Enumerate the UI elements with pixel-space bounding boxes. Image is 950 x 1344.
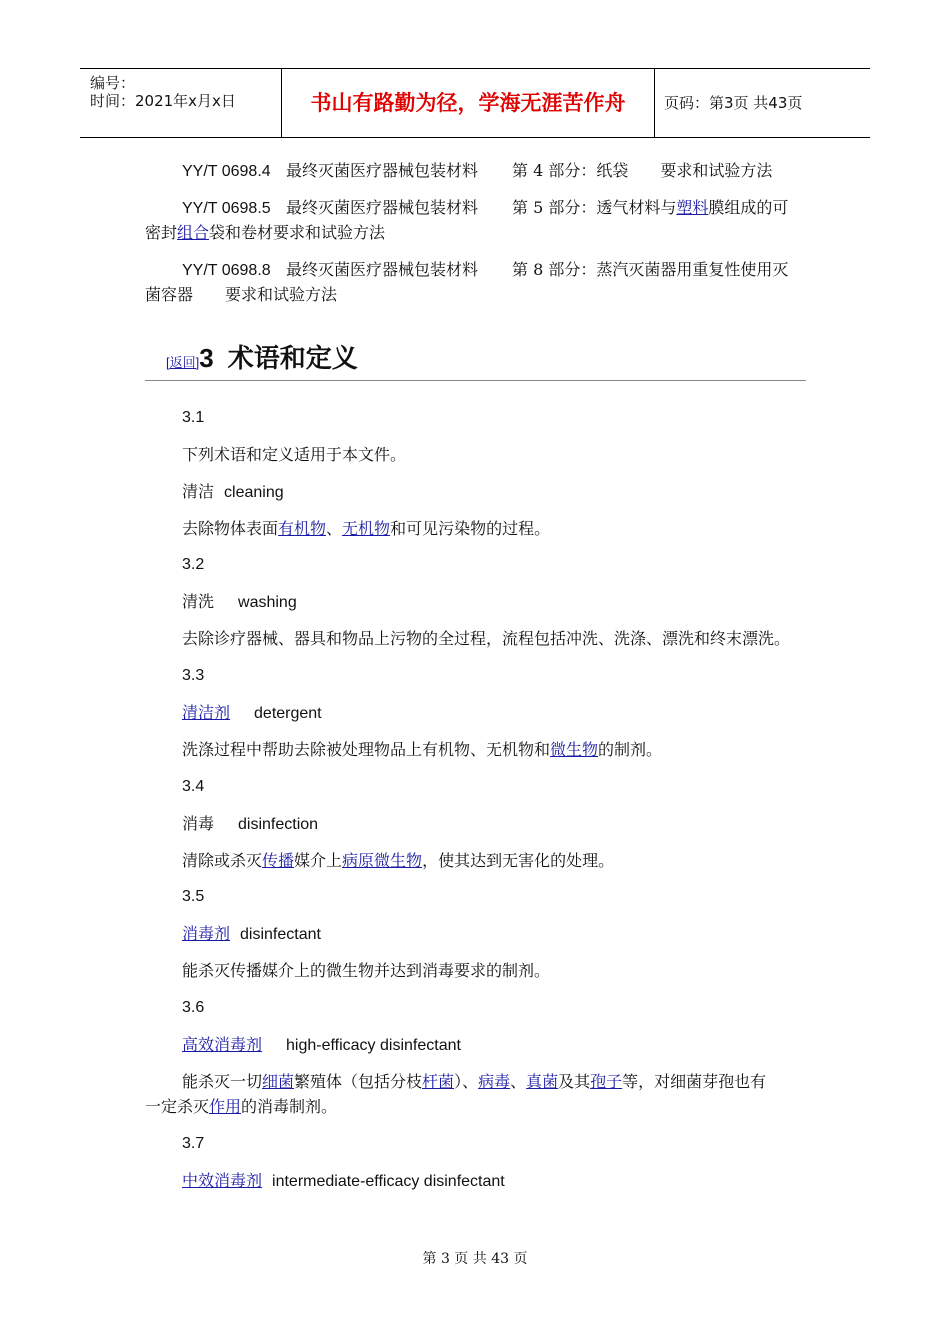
text-span: 的消毒制剂。 xyxy=(241,1097,338,1116)
link-pathogen[interactable]: 病原微生物 xyxy=(342,851,423,870)
term-intro: 下列术语和定义适用于本文件。 xyxy=(182,445,407,464)
link-virus[interactable]: 病毒 xyxy=(478,1072,511,1091)
link-high-efficacy-disinfectant[interactable]: 高效消毒剂 xyxy=(182,1035,263,1054)
term-name xyxy=(182,702,322,725)
term-zh: 清洁 xyxy=(182,482,215,501)
link-spore[interactable]: 孢子 xyxy=(590,1072,623,1091)
reference-code: YY/T 0698.5 xyxy=(182,200,271,217)
link-intermediate-efficacy-disinfectant[interactable]: 中效消毒剂 xyxy=(182,1171,263,1190)
text-span: 的制剂。 xyxy=(598,740,663,759)
section-heading xyxy=(166,338,358,375)
section-title: 术语和定义 xyxy=(227,344,358,374)
text-span: 及其 xyxy=(558,1072,591,1091)
text-span: 一定杀灭 xyxy=(145,1097,210,1116)
link-disinfectant[interactable]: 消毒剂 xyxy=(182,924,231,943)
term-definition xyxy=(182,1071,766,1093)
term-definition: 去除诊疗器械、器具和物品上污物的全过程，流程包括冲洗、洗涤、漂洗和终末漂洗。 xyxy=(182,629,791,648)
reference-item xyxy=(182,158,772,184)
reference-continuation: 菌容器 要求和试验方法 xyxy=(145,285,338,304)
reference-part: 第 5 部分：透气材料与 xyxy=(512,198,677,217)
term-definition xyxy=(182,850,614,872)
text-span: 去除物体表面 xyxy=(182,519,279,538)
link-transmission[interactable]: 传播 xyxy=(262,851,295,870)
text-span: ，使其达到无害化的处理。 xyxy=(422,851,615,870)
term-number: 3.7 xyxy=(182,1135,205,1152)
link-organic[interactable]: 有机物 xyxy=(278,519,327,538)
term-number: 3.6 xyxy=(182,999,205,1016)
text-span: 清除或杀灭 xyxy=(182,851,263,870)
reference-code: YY/T 0698.8 xyxy=(182,262,271,279)
section-number: 3 xyxy=(199,343,214,373)
text-span: 洗涤过程中帮助去除被处理物品上有机物、无机物和 xyxy=(182,740,551,759)
term-name xyxy=(182,1170,505,1193)
term-en: cleaning xyxy=(224,484,284,501)
term-name xyxy=(182,1034,461,1057)
term-name xyxy=(182,923,321,946)
reference-title: 最终灭菌医疗器械包装材料 xyxy=(286,198,479,217)
term-en: high-efficacy disinfectant xyxy=(286,1037,461,1054)
term-definition-continuation xyxy=(145,1096,337,1118)
reference-title: 最终灭菌医疗器械包装材料 xyxy=(286,260,479,279)
term-definition: 能杀灭传播媒介上的微生物并达到消毒要求的制剂。 xyxy=(182,961,551,980)
page-header xyxy=(80,68,870,138)
text-span: 和可见污染物的过程。 xyxy=(390,519,551,538)
reference-title: 最终灭菌医疗器械包装材料 xyxy=(286,161,479,180)
return-link[interactable]: [返回] xyxy=(166,355,200,370)
link-fungus[interactable]: 真菌 xyxy=(526,1072,559,1091)
term-en: intermediate-efficacy disinfectant xyxy=(272,1173,505,1190)
text-span: 袋和卷材要求和试验方法 xyxy=(209,223,386,242)
text-span: 、 xyxy=(510,1072,527,1091)
term-zh: 清洗 xyxy=(182,592,215,611)
text-span: 能杀灭一切 xyxy=(182,1072,263,1091)
header-motto: 书山有路勤为径，学海无涯苦作舟 xyxy=(310,91,626,115)
link-combination[interactable]: 组合 xyxy=(177,223,210,242)
text-span: 等，对细菌芽孢也有 xyxy=(622,1072,767,1091)
term-name xyxy=(182,591,297,614)
link-inorganic[interactable]: 无机物 xyxy=(342,519,391,538)
term-en: disinfection xyxy=(238,816,319,833)
text-span: 繁殖体（包括分枝 xyxy=(294,1072,423,1091)
link-detergent[interactable]: 清洁剂 xyxy=(182,703,231,722)
header-meta xyxy=(80,69,280,137)
term-number: 3.4 xyxy=(182,778,205,795)
reference-part: 膜组成的可 xyxy=(708,198,789,217)
reference-part: 第 8 部分：蒸汽灭菌器用重复性使用灭 xyxy=(512,260,789,279)
term-number: 3.1 xyxy=(182,409,205,426)
term-en: disinfectant xyxy=(240,926,321,943)
term-en: detergent xyxy=(254,705,322,722)
reference-continuation xyxy=(145,220,385,245)
text-span: 、 xyxy=(326,519,343,538)
term-number: 3.3 xyxy=(182,667,205,684)
link-effect[interactable]: 作用 xyxy=(209,1097,242,1116)
term-en: washing xyxy=(238,594,297,611)
link-microorganism[interactable]: 微生物 xyxy=(550,740,599,759)
link-bacteria[interactable]: 细菌 xyxy=(262,1072,295,1091)
text-span: 媒介上 xyxy=(294,851,343,870)
term-name xyxy=(182,813,318,836)
reference-item xyxy=(182,257,788,283)
term-number: 3.2 xyxy=(182,556,205,573)
text-span: ）、 xyxy=(454,1072,479,1091)
reference-item xyxy=(182,195,788,221)
section-rule xyxy=(145,380,806,381)
term-definition xyxy=(182,739,662,761)
header-number-label: 编号： xyxy=(90,74,136,92)
reference-part: 第 4 部分：纸袋 要求和试验方法 xyxy=(512,161,773,180)
reference-code: YY/T 0698.4 xyxy=(182,163,271,180)
header-divider xyxy=(654,69,655,137)
link-bacillus[interactable]: 杆菌 xyxy=(422,1072,455,1091)
term-name xyxy=(182,481,284,504)
term-definition xyxy=(182,518,550,540)
link-plastic[interactable]: 塑料 xyxy=(676,198,709,217)
term-number: 3.5 xyxy=(182,888,205,905)
header-date: 时间：2021年x月x日 xyxy=(90,92,236,110)
term-zh: 消毒 xyxy=(182,814,215,833)
page-footer: 第 3 页 共 43 页 xyxy=(422,1251,528,1267)
header-page-info: 页码：第3页 共43页 xyxy=(664,94,803,112)
text-span: 密封 xyxy=(145,223,178,242)
